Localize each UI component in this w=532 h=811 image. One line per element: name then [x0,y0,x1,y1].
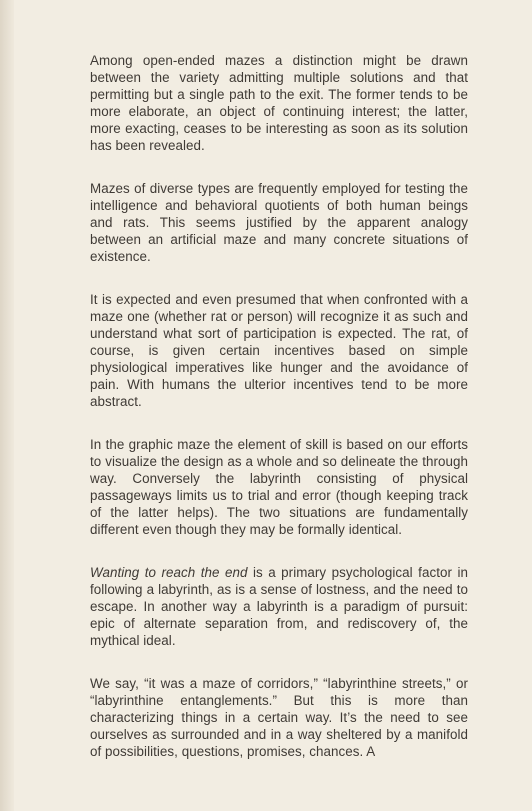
paragraph-3 [90,291,468,410]
paragraph-5 [90,564,468,649]
paragraph-2 [90,180,468,265]
paragraph-4-text: In the graphic maze the element of skill is based on our efforts to visualize the design as a whole and so delineate the through way. Conversely the labyrinth consisting of physical passageways limits us to trial and error (though keeping track of the latter helps). The two situations are fundamentally different even though they may be formally identical. [90,437,468,537]
paragraph-2-text: Mazes of diverse types are frequently employed for testing the intelligence and behavioral quotients of both human beings and rats. This seems justified by the apparent analogy between an artificial maze and many concrete situations of existence. [90,181,468,264]
body-text [90,52,468,760]
paragraph-6-text: We say, “it was a maze of corridors,” “labyrinthine streets,” or “labyrinthine entanglements.” But this is more than characterizing things in a certain way. It’s the need to see ourselves as surrounded and in a way sheltered by a manifold of possibilities, questions, promises, chances. A [90,676,468,759]
paragraph-6 [90,675,468,760]
paragraph-3-text: It is expected and even presumed that when confronted with a maze one (whether rat or person) will recognize it as such and understand what sort of participation is expected. The rat, of course, is given certain incentives based on simple physiological imperatives like hunger and the avoidance of pain. With humans the ulterior incentives tend to be more abstract. [90,292,468,409]
paragraph-5-lead: Wanting to reach the end [90,565,248,580]
paragraph-1-text: Among open-ended mazes a distinction might be drawn between the variety admitting multiple solutions and that permitting but a single path to the exit. The former tends to be more elaborate, an object of continuing interest; the latter, more exacting, ceases to be interesting as soon as its solution has been revealed. [90,53,468,153]
paragraph-1 [90,52,468,154]
paragraph-4 [90,436,468,538]
paragraph-5-text: is a primary psychological factor in following a labyrinth, as is a sense of lostness, and the need to escape. In another way a labyrinth is a paradigm of pursuit: epic of alternate separation from, and rediscovery of, the mythical ideal. [90,565,468,648]
